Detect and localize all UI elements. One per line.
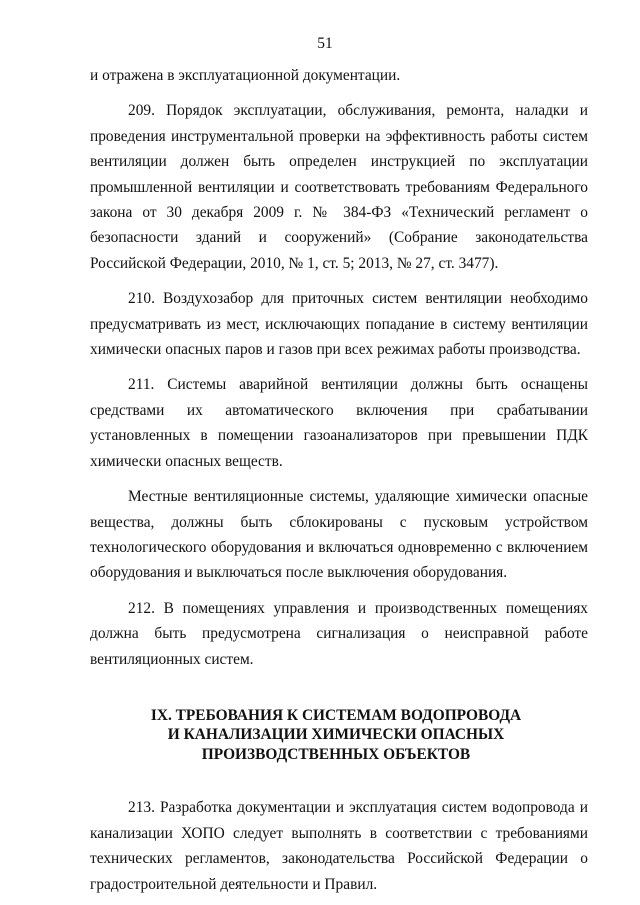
paragraph-211: 211. Системы аварийной вентиляции должны быть оснащены средствами их автоматического включения при срабатывании установленных в помещении газоанализаторов при превышении ПДК химически опасных веществ. bbox=[90, 376, 588, 470]
paragraph-212: 212. В помещениях управления и производственных помещениях должна быть предусмотрена сигнализация о неисправной работе вентиляционных систем. bbox=[90, 599, 588, 668]
section-heading bbox=[90, 706, 588, 765]
paragraph-211-local-ventilation: Местные вентиляционные системы, удаляющие химически опасные вещества, должны быть сблокированы с пусковым устройством технологического оборудования и включаться одновременно с включением оборудования и выключаться после выключения оборудования. bbox=[90, 488, 588, 582]
section-heading-line-3: ПРОИЗВОДСТВЕННЫХ ОБЪЕКТОВ bbox=[201, 745, 471, 763]
section-heading-line-2: И КАНАЛИЗАЦИИ ХИМИЧЕСКИ ОПАСНЫХ bbox=[167, 726, 505, 744]
paragraph-213: 213. Разработка документации и эксплуатация систем водопровода и канализации ХОПО следует выполнять в соответствии с требованиями технических регламентов, законодательства Российской Федерации о градостроительной деятельности и Правил. bbox=[90, 799, 588, 893]
paragraph-209: 209. Порядок эксплуатации, обслуживания, ремонта, наладки и проведения инструментальной проверки на эффективность работы систем вентиляции должен быть определен инструкцией по эксплуатации промышленной вентиляции и соответствовать требованиям Федерального закона от 30 декабря 2009 г. № 384-ФЗ «Технический регламент о безопасности зданий и сооружений» (Собрание законодательства Российской Федерации, 2010, № 1, ст. 5; 2013, № 27, ст. 3477). bbox=[90, 102, 588, 272]
section-heading-line-1: IX. ТРЕБОВАНИЯ К СИСТЕМАМ ВОДОПРОВОДА bbox=[150, 706, 522, 724]
paragraph-continuation: и отражена в эксплуатационной документации. bbox=[90, 67, 401, 84]
page-number: 51 bbox=[317, 35, 333, 52]
paragraph-210: 210. Воздухозабор для приточных систем вентиляции необходимо предусматривать из мест, исключающих попадание в систему вентиляции химически опасных паров и газов при всех режимах работы производства. bbox=[90, 290, 588, 359]
